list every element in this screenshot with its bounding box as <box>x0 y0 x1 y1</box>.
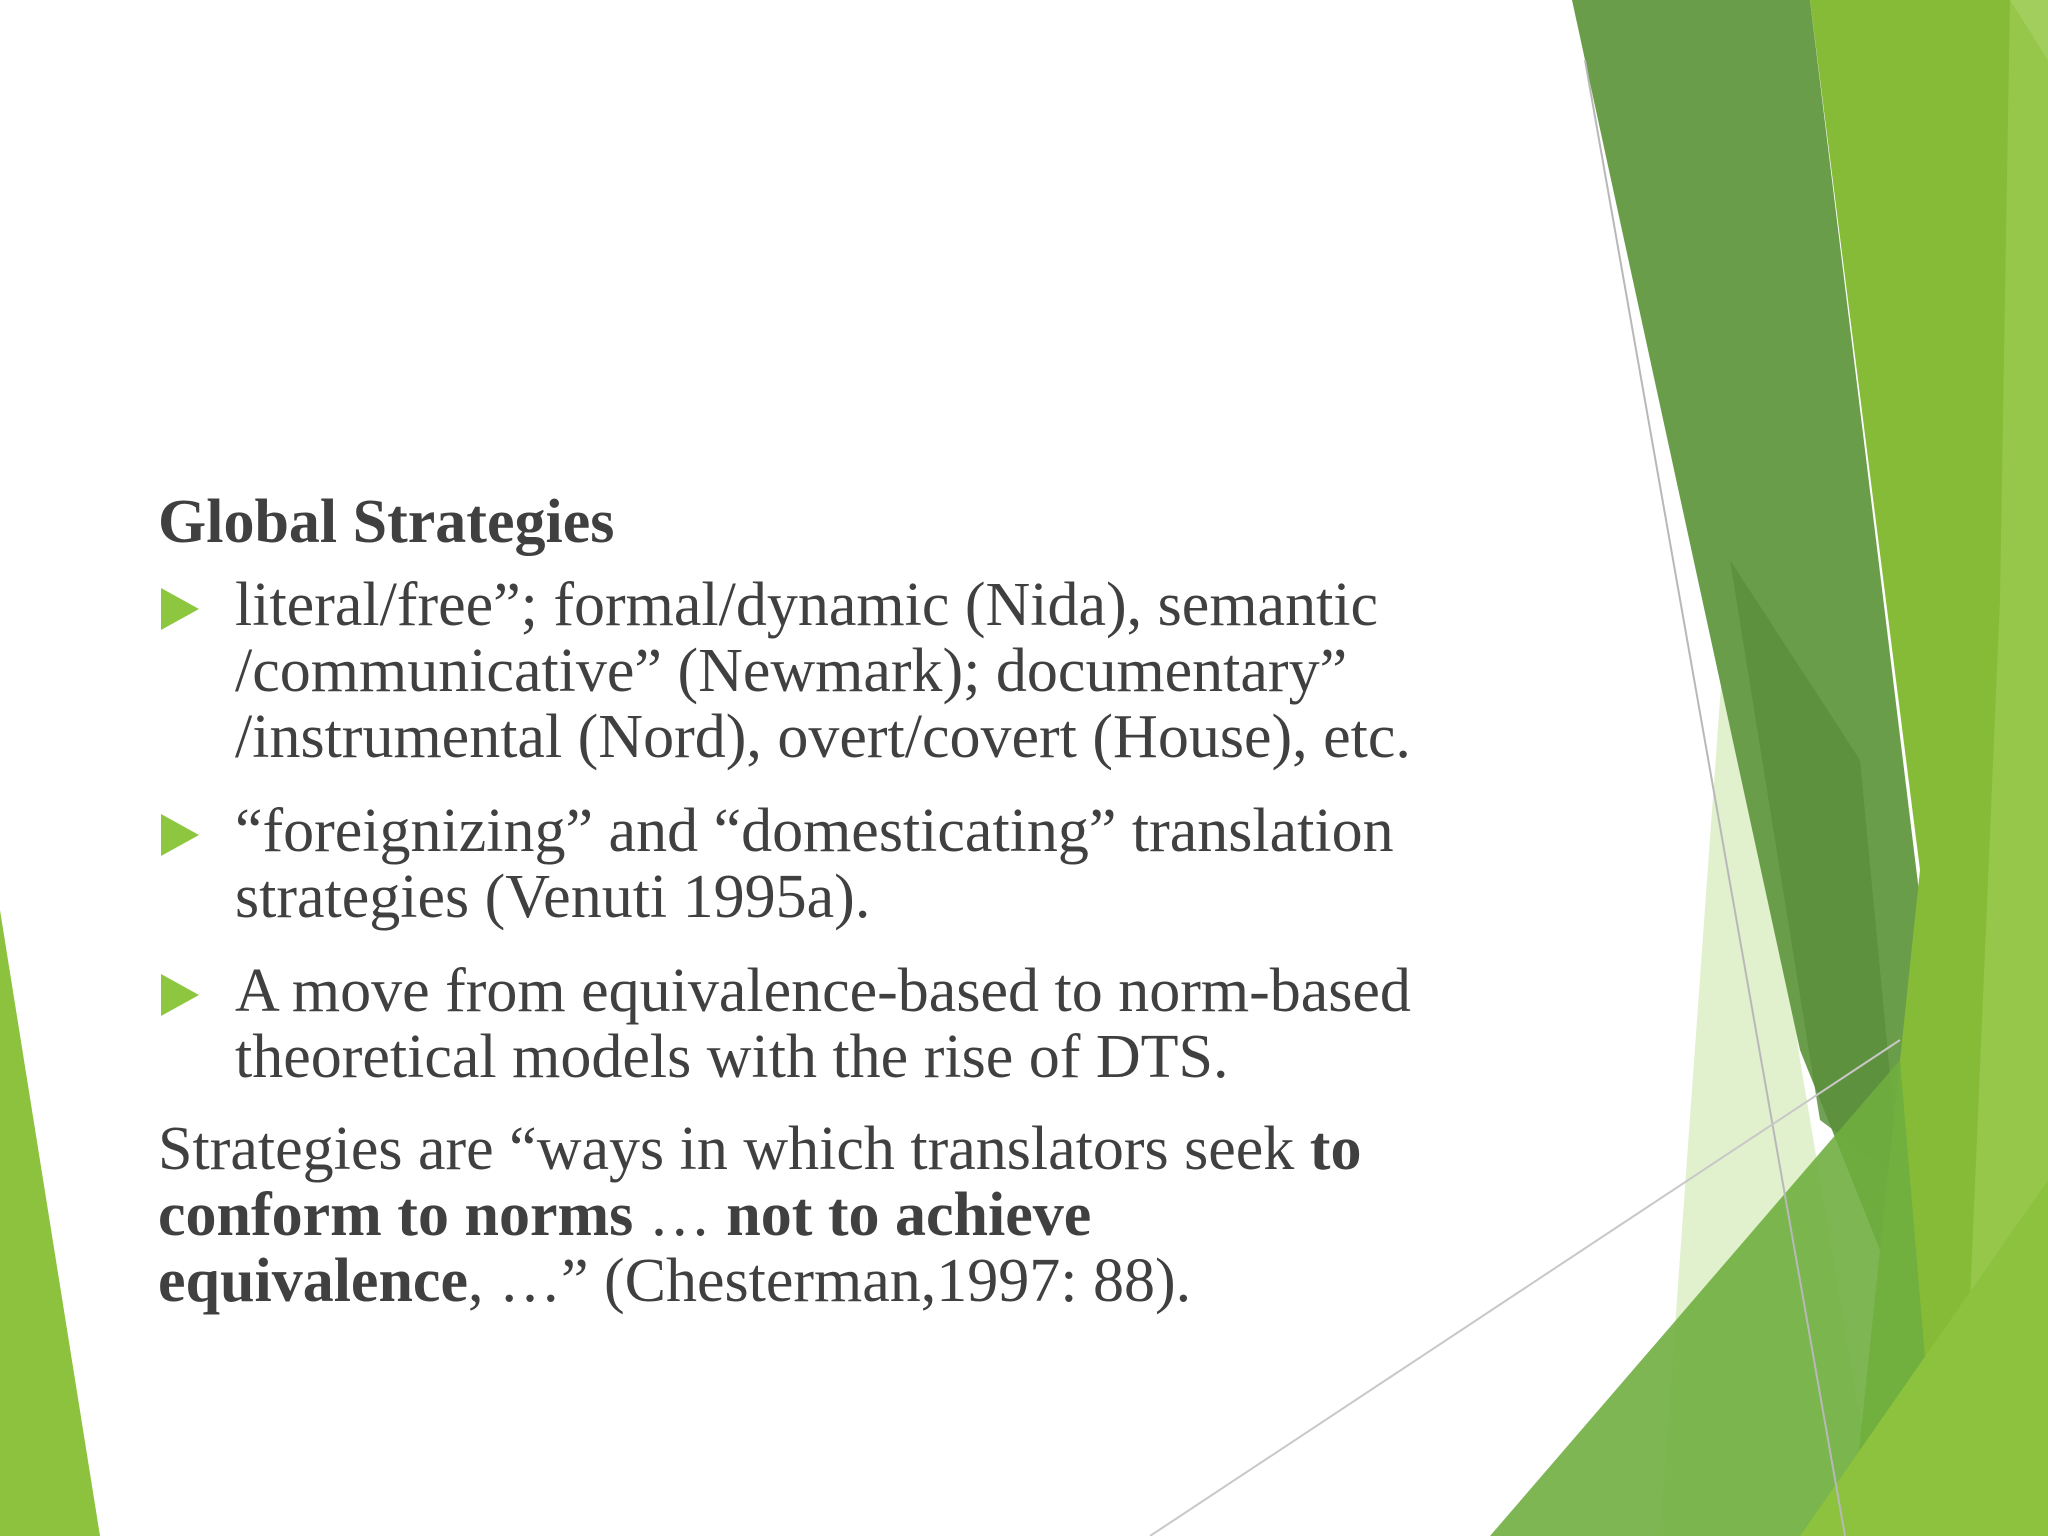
quote-emphasis: to <box>1309 1115 1362 1183</box>
triangle-bullet-icon <box>161 974 199 1016</box>
quote-text: … <box>633 1181 727 1249</box>
slide-heading: Global Strategies <box>158 488 615 556</box>
bullet-line: literal/free”; formal/dynamic (Nida), semantic <box>235 571 1379 639</box>
quote-text: Strategies are “ways in which translators seek <box>158 1115 1310 1183</box>
bullet-line: “foreignizing” and “domesticating” translation <box>235 797 1394 865</box>
bullet-line: /communicative” (Newmark); documentary” <box>235 637 1348 705</box>
chesterman-quote <box>158 1116 1578 1314</box>
quote-line <box>158 1116 1578 1182</box>
bullet-item <box>158 798 1578 930</box>
triangle-bullet-icon <box>161 814 199 856</box>
quote-line <box>158 1248 1578 1314</box>
bullet-item <box>158 958 1578 1090</box>
quote-emphasis: not to achieve <box>726 1181 1092 1249</box>
bullet-line: theoretical models with the rise of DTS. <box>235 1023 1229 1091</box>
bullet-line: /instrumental (Nord), overt/covert (House), etc. <box>235 703 1411 771</box>
bullet-list <box>158 572 1578 1090</box>
bullet-line: A move from equivalence-based to norm-based <box>235 957 1411 1025</box>
decor-left-shard <box>0 910 100 1536</box>
quote-emphasis: equivalence <box>158 1247 468 1315</box>
triangle-bullet-icon <box>161 588 199 630</box>
slide-content <box>158 486 1578 1314</box>
bullet-line: strategies (Venuti 1995a). <box>235 863 871 931</box>
bullet-item <box>158 572 1578 770</box>
quote-line <box>158 1182 1578 1248</box>
quote-emphasis: conform to norms <box>158 1181 634 1249</box>
quote-citation: , …” (Chesterman,1997: 88). <box>467 1247 1192 1315</box>
